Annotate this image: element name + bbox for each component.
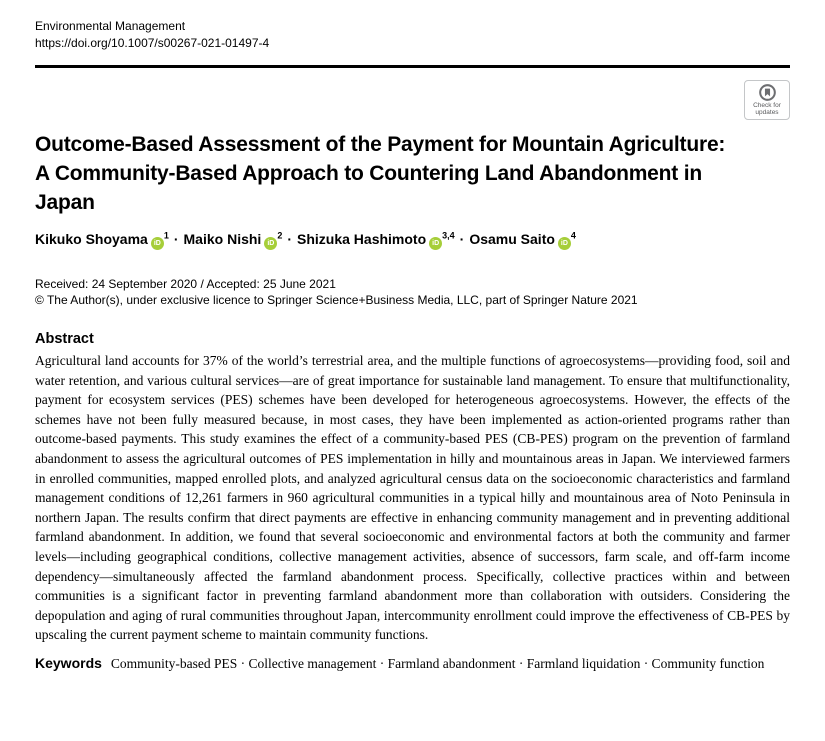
author-name: Osamu Saito [469,231,555,247]
orcid-icon[interactable]: iD [429,237,442,250]
abstract-text: Agricultural land accounts for 37% of the world’s terrestrial area, and the multiple functions of agroecosystems—providing food, soil and water retention, and various cultural services—are of great importance for sustainable land management. To ensure that multifunctionality, payment for ecosystem services (PES) schemes have been developed for heterogeneous agroecosystems. However, the effects of the schemes have not been fully measured because, in most cases, they have been implemented as action-oriented programs rather than outcome-based payments. This study examines the effect of a community-based PES (CB-PES) program on the prevention of farmland abandonment to assess the agricultural outcomes of PES implementation in hilly and mountainous areas in Japan. We interviewed farmers in enrolled communities, mapped enrolled plots, and analyzed agricultural census data on the socioeconomic characteristics and farmland management conditions of 12,261 farmers in 960 agricultural communities in a typical hilly and mountainous area of Noto Peninsula in northern Japan. The results confirm that direct payments are effective in enhancing community management and in preventing additional farmland abandonment. In addition, we found that several socioeconomic and environmental factors at both the community and farmer levels—including geographical conditions, collective management activities, absence of successors, farm scale, and off-farm income dependency—simultaneously affected the farmland abandonment process. Specifically, collective practices within and between communities is a significant factor in preventing farmland abandonment more than collaboration with outsiders. Considering the depopulation and aging of rural communities throughout Japan, intercommunity enrollment could improve the effectiveness of CB-PES by upscaling the current payment scheme to maintain community functions. [35,353,790,643]
author-name: Kikuko Shoyama [35,231,148,247]
author [184,231,283,247]
badge-label-line1: Check for [753,102,781,109]
doi-link[interactable]: https://doi.org/10.1007/s00267-021-01497-4 [35,36,270,50]
keywords-text: Community-based PES · Collective management · Farmland abandonment · Farmland liquidation · Community function [110,655,765,671]
badge-label-line2: updates [755,109,779,116]
abstract-heading: Abstract [35,331,94,347]
article-title: Outcome-Based Assessment of the Payment for Mountain Agriculture: A Community-Based Approach to Countering Land Abandonment in Japan [35,133,726,214]
author [469,231,576,247]
orcid-icon[interactable]: iD [151,237,164,250]
authors-line [35,231,790,250]
author-affiliation-sup: 1 [163,230,169,241]
author-affiliation-sup: 4 [570,230,576,241]
author-name: Maiko Nishi [183,231,262,247]
author-name: Shizuka Hashimoto [297,231,427,247]
badge-label [753,102,781,116]
orcid-icon[interactable]: iD [264,237,277,250]
author-separator: · [173,231,179,247]
author [297,231,455,247]
badge-row [35,80,790,120]
orcid-icon[interactable]: iD [558,237,571,250]
article-meta [35,276,790,308]
journal-name: Environmental Management [35,19,186,33]
author-affiliation-sup: 2 [277,230,283,241]
copyright-line: © The Author(s), under exclusive licence to Springer Science+Business Media, LLC, part of Springer Nature 2021 [35,293,638,307]
keywords-label: Keywords [35,654,102,671]
check-for-updates-badge[interactable] [744,80,790,120]
header-rule [35,65,790,68]
author [35,231,169,247]
crossmark-icon [759,84,776,101]
author-separator: · [459,231,465,247]
author-separator: · [287,231,292,247]
received-accepted-line: Received: 24 September 2020 / Accepted: 25 June 2021 [35,277,336,291]
journal-header [35,18,790,52]
keywords-block [35,653,790,674]
author-affiliation-sup: 3,4 [442,230,455,241]
